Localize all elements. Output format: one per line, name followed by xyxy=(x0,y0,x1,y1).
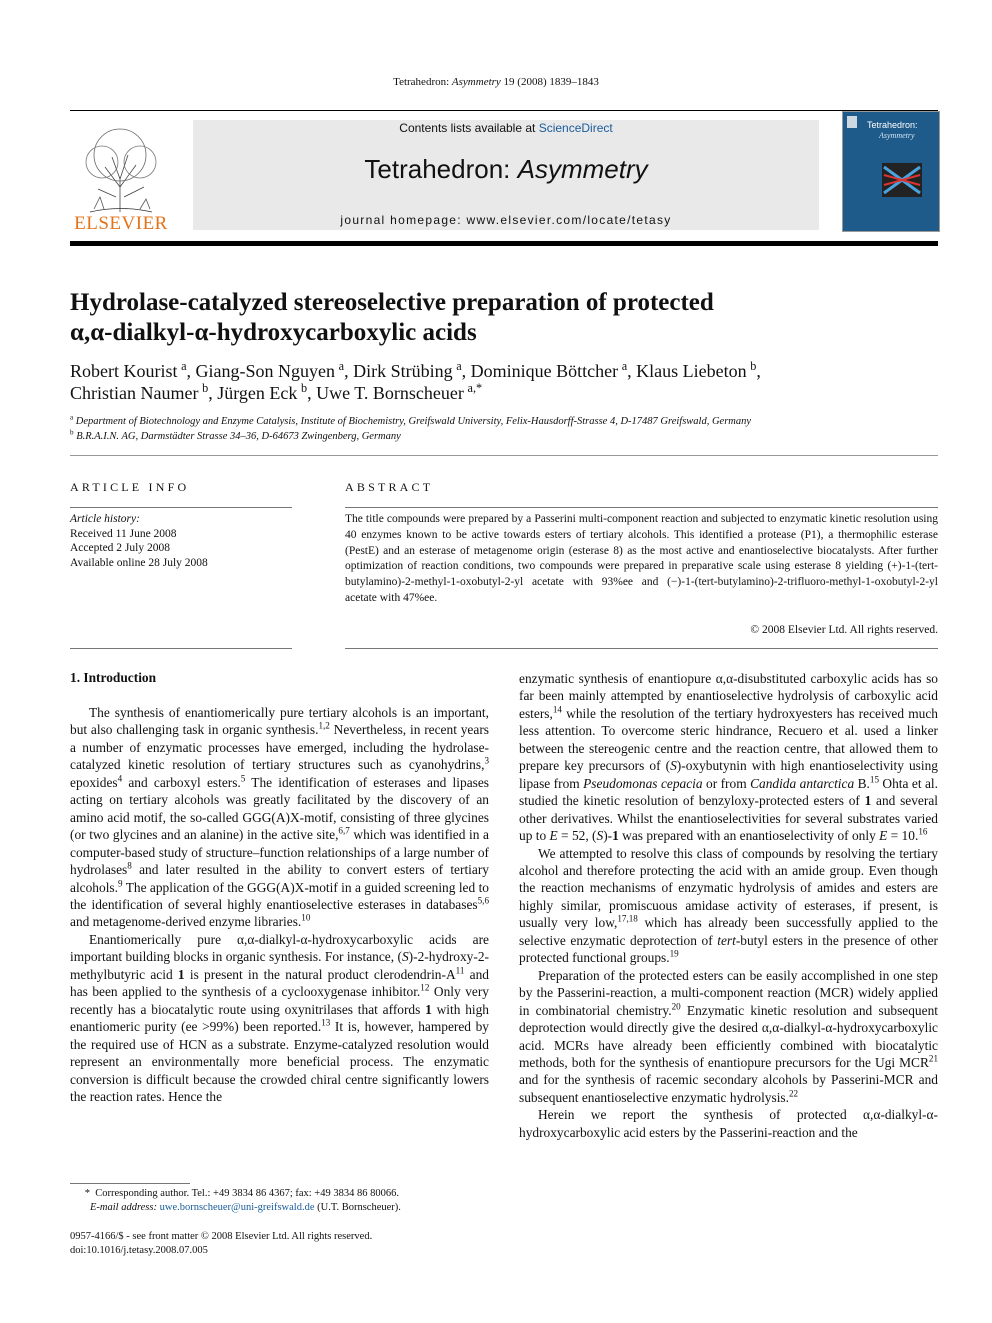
sciencedirect-link[interactable]: ScienceDirect xyxy=(538,121,613,135)
doi-line[interactable]: doi:10.1016/j.tetasy.2008.07.005 xyxy=(70,1245,208,1256)
email-note: E-mail address: uwe.bornscheuer@uni-greifswald.de (U.T. Bornscheuer). xyxy=(90,1202,401,1213)
cover-artwork xyxy=(882,163,922,197)
header-top-rule xyxy=(70,110,938,111)
introduction-heading: 1. Introduction xyxy=(70,670,157,685)
abstract-rule xyxy=(345,507,938,508)
body-column-right: enzymatic synthesis of enantiopure α,α-disubstituted carboxylic acids has so far been mainly attempted by enantioselective hydrolysis of carboxylic acid esters,$^{14}$ while the resolution of the tertiary hydroxyesters has received much less attention. To overcome steric hindrance, Recuero et al. used a linker between the stereogenic centre and the reaction centre, that allowed them to prepare key precursors of (S)-oxybutynin with high enantioselectivity using lipase from Pseudomonas cepacia or from Candida antarctica B.$^{15}$ Ohta et al. studied the kinetic resolution of benzyloxy-protected esters of 1 and several other derivatives. Whilst the enantioselectivities for several substrates varied up to E = 52, (S)-1 was prepared with an enantioselectivity of only E = 10.16 We attempted to resolve this class of compounds by resolving the tertiary alcohol and therefore protecting the acid with an amide group. Even though the reaction mechanisms of enzymatic hydrolysis of amides and esters are highly similar, promiscuous amidase activity of esterases, if present, is usually very low,$^{17,18}$ which has already been successfully applied to the selective enzymatic deprotection of tert-butyl esters in the presence of other protected functional groups.$^{19}$ Preparation of the protected esters can be easily accomplished in one step by the Passerini-reaction, a multi-component reaction (MCR) widely applied in combinatorial chemistry.$^{20}$ Enzymatic kinetic resolution and subsequent deprotection would directly give the desired α,α-dialkyl-α-hydroxycarboxylic acid. MCRs have already been efficiently combined with biocatalytic methods, both for the synthesis of enantiopure precursors for the Ugi MCR$^{21}$ and for the synthesis of racemic secondary alcohols by Passerini-MCR and subsequent enantioselective enzymatic hydrolysis.$^{22}$ Herein we report the synthesis of protected α,α-dialkyl-α-hydroxycarboxylic acid esters by the Passerini-reaction and the xyxy=(519,671,939,1140)
journal-cover-thumbnail xyxy=(842,111,940,232)
cover-title: Tetrahedron: xyxy=(867,120,918,130)
affiliation-a: $^a$ Department of Biotechnology and Enzyme Catalysis, Institute of Biochemistry, Greifswald University, Felix-Hausdorff-Strasse 4, D-17487 Greifswald, Germany xyxy=(70,413,752,427)
article-info-bottom-rule xyxy=(70,648,292,649)
author-name: Christian Naumer xyxy=(70,383,199,403)
cover-subtitle: Asymmetry xyxy=(879,131,915,140)
article-title: Hydrolase-catalyzed stereoselective preparation of protected α,α-dialkyl-α-hydroxycarboxylic acids xyxy=(70,289,714,346)
affiliation-rule xyxy=(70,455,938,456)
article-history: Article history: Received 11 June 2008 Accepted 2 July 2008 Available online 28 July 2008 xyxy=(70,513,208,569)
author-name: Uwe T. Bornscheuer xyxy=(316,383,464,403)
journal-reference: Tetrahedron: Asymmetry 19 (2008) 1839–1843 xyxy=(393,76,599,88)
author-list: Robert Kourist $^a$, Giang-Son Nguyen $^a$, Dirk Strübing $^a$, Dominique Böttcher $^a$, Klaus Liebeton $^b$, Christian Naumer $^b$, Jürgen Eck $^b$, Uwe T. Bornscheuer $^{a,*}$ xyxy=(70,359,761,403)
footnote-rule xyxy=(70,1183,190,1184)
abstract-copyright: © 2008 Elsevier Ltd. All rights reserved. xyxy=(750,624,938,636)
journal-name: Tetrahedron: Asymmetry xyxy=(364,154,648,184)
author-name: Klaus Liebeton xyxy=(636,361,747,381)
issn-line: 0957-4166/$ - see front matter © 2008 Elsevier Ltd. All rights reserved. xyxy=(70,1231,373,1242)
article-info-heading: ARTICLE INFO xyxy=(70,480,190,494)
elsevier-wordmark: ELSEVIER xyxy=(74,213,168,234)
contents-line: Contents lists available at ScienceDirect xyxy=(399,121,613,135)
front-matter-meta xyxy=(70,1230,372,1258)
abstract-bottom-rule xyxy=(345,648,938,649)
author-name: Robert Kourist xyxy=(70,361,178,381)
author-name: Giang-Son Nguyen xyxy=(195,361,336,381)
corresponding-author-note: * Corresponding author. Tel.: +49 3834 86 4367; fax: +49 3834 86 80066. xyxy=(84,1188,399,1199)
email-link[interactable]: uwe.bornscheuer@uni-greifswald.de xyxy=(159,1202,315,1213)
journal-homepage-link[interactable]: journal homepage: www.elsevier.com/locate/tetasy xyxy=(340,213,672,227)
author-name: Dominique Böttcher xyxy=(470,361,619,381)
author-name: Dirk Strübing xyxy=(353,361,453,381)
affiliation-b: $^b$ B.R.A.I.N. AG, Darmstädter Strasse 34–36, D-64673 Zwingenberg, Germany xyxy=(70,428,401,442)
body-column-left: The synthesis of enantiomerically pure tertiary alcohols is an important, but also challenging task in organic synthesis.$^{1,2}$ Nevertheless, in recent years a number of enzymatic processes have emerged, including the hydrolase-catalyzed kinetic resolution of tertiary structures such as cyanohydrins,$^3$ epoxides$^4$ and carboxyl esters.$^5$ The identification of esterases and lipases acting on tertiary alcohols was greatly facilitated by the discovery of an amino acid motif, the so-called GGG(A)X-motif, consisting of three glycines (or two glycines and an alanine) in the active site,$^{6,7}$ which was identified in a computer-based study of structure–function relationships of a large number of hydrolases$^8$ and later resulted in the ability to convert esters of tertiary alcohols.$^9$ The application of the GGG(A)X-motif in a guided screening led to the identification of several highly enantioselective esterases in databases$^{5,6}$ and metagenome-derived enzyme libraries.$^{10}$ Enantiomerically pure α,α-dialkyl-α-hydroxycarboxylic acids are important building blocks in organic synthesis. For instance, (S)-2-hydroxy-2-methylbutyric acid 1 is present in the natural product clerodendrin-$A^{11}$ and has been applied to the synthesis of a cyclooxygenase inhibitor.$^{12}$ Only very recently has a biocatalytic route using oxynitrilases that affords 1 with high enantiomeric purity (ee >99%) been reported.$^{13}$ It is, however, hampered by the required use of HCN as a substrate. Enzyme-catalyzed resolution would represent an environmentally more beneficial process. The enzymatic conversion is difficult because the crowded chiral centre significantly lowers the reaction rates. Hence the xyxy=(70,705,490,1104)
article-info-rule xyxy=(70,507,292,508)
author-name: Jürgen Eck xyxy=(217,383,298,403)
abstract-text: The title compounds were prepared by a Passerini multi-component reaction and subjected to enzymatic kinetic resolution using 40 enzymes known to be active towards esters of tertiary alcohols. This identified a protease (P1), a thermophilic esterase (PestE) and an esterase of metagenome origin (esterase 8) as the most active and enantioselective biocatalysts. After further optimization of reaction conditions, two compounds were prepared in preparative scale using esterase 8 yielding (+)-1-(tert-butylamino)-2-methyl-1-oxobutyl-2-yl acetate with 93%ee and (−)-1-(tert-butylamino)-2-trifluoro-methyl-1-oxobutyl-2-yl acetate with 47%ee. xyxy=(345,513,938,604)
abstract-heading: ABSTRACT xyxy=(345,480,434,494)
header-bottom-rule xyxy=(70,241,938,246)
